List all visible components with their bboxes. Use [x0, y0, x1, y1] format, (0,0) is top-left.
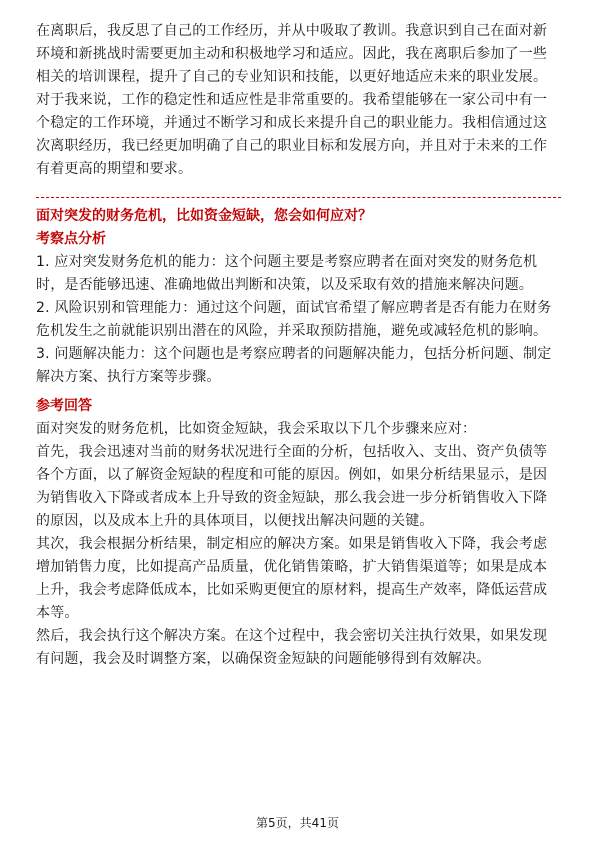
question-heading: 面对突发的财务危机，比如资金短缺，您会如何应对？ [36, 208, 372, 224]
analysis-title: 考察点分析 [36, 231, 106, 247]
answer-paragraph-4: 然后，我会执行这个解决方案。在这个过程中，我会密切关注执行效果，如果发现有问题，我会及时调整方案，以确保资金短缺的问题能够得到有效解决。 [36, 628, 548, 667]
answer-paragraph-2: 首先，我会迅速对当前的财务状况进行全面的分析，包括收入、支出、资产负债等各个方面，以了解资金短缺的程度和可能的原因。例如，如果分析结果显示，是因为销售收入下降或者成本上升导致的资金短缺，那么我会进一步分析销售收入下降的原因，以及成本上升的具体项目，以便找出解决问题的关键。 [36, 444, 548, 529]
page-content [36, 20, 561, 671]
intro-paragraph: 在离职后，我反思了自己的工作经历，并从中吸取了教训。我意识到自己在面对新环境和新挑战时需要更加主动和积极地学习和适应。因此，我在离职后参加了一些相关的培训课程，提升了自己的专业知识和技能，以更好地适应未来的职业发展。对于我来说，工作的稳定性和适应性是非常重要的。我希望能够在一家公司中有一个稳定的工作环境，并通过不断学习和成长来提升自己的职业能力。我相信通过这次离职经历，我已经更加明确了自己的职业目标和发展方向，并且对于未来的工作有着更高的期望和要求。 [36, 23, 548, 177]
section-divider [36, 197, 561, 199]
analysis-item-3: 3. 问题解决能力：这个问题也是考察应聘者的问题解决能力，包括分析问题、制定解决方案、执行方案等步骤。 [36, 346, 552, 385]
answer-paragraph-3: 其次，我会根据分析结果，制定相应的解决方案。如果是销售收入下降，我会考虑增加销售力度，比如提高产品质量，优化销售策略，扩大销售渠道等；如果是成本上升，我会考虑降低成本，比如采购更便宜的原材料，提高生产效率，降低运营成本等。 [36, 536, 548, 621]
answer-title: 参考回答 [36, 398, 92, 414]
analysis-item-2: 2. 风险识别和管理能力：通过这个问题，面试官希望了解应聘者是否有能力在财务危机发生之前就能识别出潜在的风险，并采取预防措施，避免或减轻危机的影响。 [36, 300, 552, 339]
analysis-item-1: 1. 应对突发财务危机的能力：这个问题主要是考察应聘者在面对突发的财务危机时，是否能够迅速、准确地做出判断和决策，以及采取有效的措施来解决问题。 [36, 254, 538, 293]
page-number-footer: 第5页，共41页 [256, 816, 339, 830]
answer-paragraph-1: 面对突发的财务危机，比如资金短缺，我会采取以下几个步骤来应对： [36, 421, 477, 437]
